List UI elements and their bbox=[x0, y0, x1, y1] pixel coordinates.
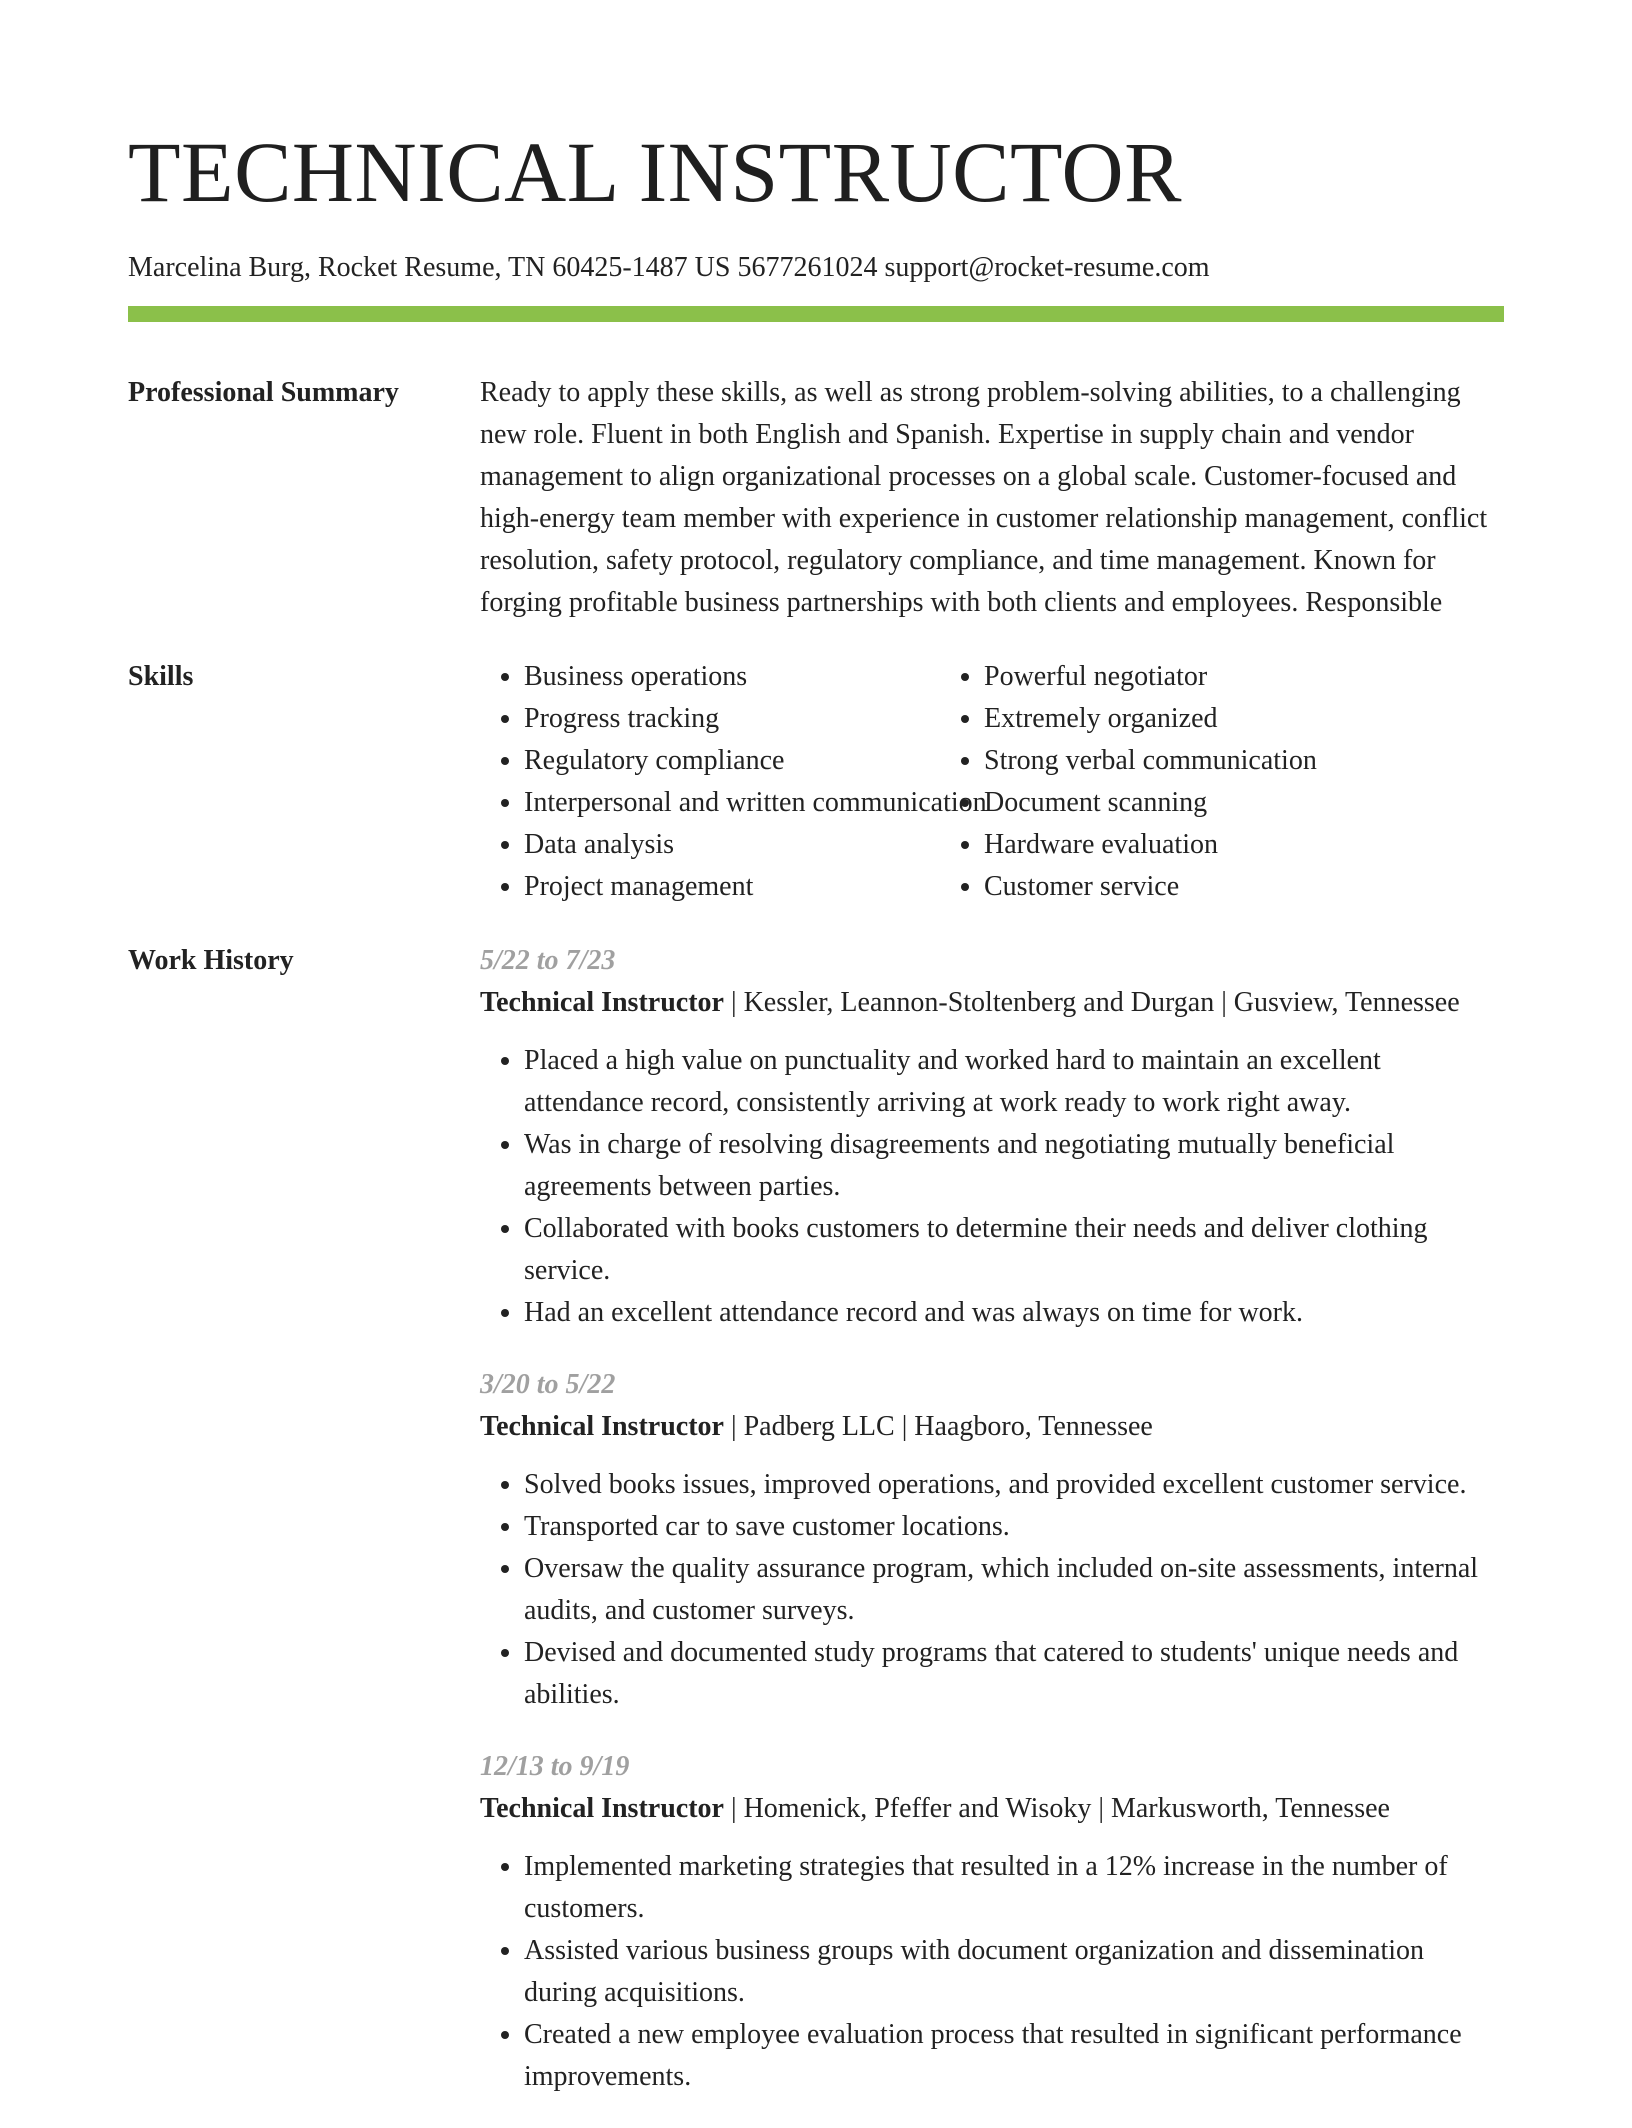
job-bullet: • Created a new employee evaluation process that resulted in significant performance improvements. bbox=[524, 2014, 1504, 2098]
section-label-skills: Skills bbox=[128, 661, 194, 692]
skill-item: • Project management bbox=[524, 866, 984, 908]
job-bullet: • Assisted various business groups with document organization and dissemination during acquisitions. bbox=[524, 1930, 1504, 2014]
skills-columns bbox=[480, 656, 1504, 908]
skill-item: • Hardware evaluation bbox=[984, 824, 1504, 866]
job-dates: 12/13 to 9/19 bbox=[480, 1751, 630, 1782]
job-bullet-list bbox=[480, 1846, 1504, 2098]
job-bullet: • Devised and documented study programs that catered to students' unique needs and abilities. bbox=[524, 1632, 1504, 1716]
job-bullet: • Solved books issues, improved operations, and provided excellent customer service. bbox=[524, 1464, 1504, 1506]
resume-page bbox=[128, 0, 1504, 2128]
skills-list-left bbox=[480, 656, 987, 908]
skill-item: • Document scanning bbox=[984, 782, 1504, 824]
job-employer-location: | Kessler, Leannon-Stoltenberg and Durgan | Gusview, Tennessee bbox=[723, 987, 1460, 1018]
job-heading bbox=[480, 982, 1504, 1024]
work-history-section bbox=[128, 940, 1504, 2128]
job-employer-location: | Homenick, Pfeffer and Wisoky | Markusworth, Tennessee bbox=[723, 1793, 1390, 1824]
skill-item: • Business operations bbox=[524, 656, 984, 698]
section-label-work-history: Work History bbox=[128, 945, 294, 976]
job-bullet: • Transported car to save customer locations. bbox=[524, 1506, 1504, 1548]
job-bullet: • Placed a high value on punctuality and worked hard to maintain an excellent attendance record, consistently arriving at work ready to work right away. bbox=[524, 1040, 1504, 1124]
job-title: Technical Instructor bbox=[480, 987, 724, 1018]
job-employer-location: | Padberg LLC | Haagboro, Tennessee bbox=[723, 1411, 1153, 1442]
job-title: Technical Instructor bbox=[480, 1793, 724, 1824]
section-label-summary: Professional Summary bbox=[128, 377, 399, 408]
skill-item: • Data analysis bbox=[524, 824, 984, 866]
skill-item: • Progress tracking bbox=[524, 698, 984, 740]
skills-list-right bbox=[940, 656, 1504, 908]
header-divider bbox=[128, 306, 1504, 322]
job-entry bbox=[480, 940, 1504, 1334]
job-bullet: • Was in charge of resolving disagreements and negotiating mutually beneficial agreements between parties. bbox=[524, 1124, 1504, 1208]
skills-section bbox=[128, 656, 1504, 908]
job-dates: 3/20 to 5/22 bbox=[480, 1369, 616, 1400]
contact-line: Marcelina Burg, Rocket Resume, TN 60425-1487 US 5677261024 support@rocket-resume.com bbox=[128, 252, 1210, 283]
summary-text: Ready to apply these skills, as well as strong problem-solving abilities, to a challenging new role. Fluent in both English and Spanish. Expertise in supply chain and vendor management to align organizational processes on a global scale. Customer-focused and high-energy team member with experience in customer relationship management, conflict resolution, safety protocol, regulatory compliance, and time management. Known for forging profitable business partnerships with both clients and employees. Responsible bbox=[480, 377, 1488, 618]
job-entry bbox=[480, 1364, 1504, 1716]
job-list bbox=[480, 940, 1504, 2128]
job-bullet-list bbox=[480, 1464, 1504, 1716]
skills-column-left bbox=[480, 656, 987, 908]
job-bullet: • Oversaw the quality assurance program, which included on-site assessments, internal audits, and customer surveys. bbox=[524, 1548, 1504, 1632]
skill-item: • Powerful negotiator bbox=[984, 656, 1504, 698]
resume-title: TECHNICAL INSTRUCTOR bbox=[128, 124, 1182, 220]
job-bullet-list bbox=[480, 1040, 1504, 1334]
job-heading bbox=[480, 1406, 1504, 1448]
job-entry bbox=[480, 1746, 1504, 2098]
skill-item: • Extremely organized bbox=[984, 698, 1504, 740]
job-heading bbox=[480, 1788, 1504, 1830]
skill-item: • Strong verbal communication bbox=[984, 740, 1504, 782]
skill-item: • Interpersonal and written communication bbox=[524, 782, 984, 824]
job-bullet: • Implemented marketing strategies that resulted in a 12% increase in the number of customers. bbox=[524, 1846, 1504, 1930]
job-dates: 5/22 to 7/23 bbox=[480, 945, 616, 976]
skill-item: • Regulatory compliance bbox=[524, 740, 984, 782]
skill-item: • Customer service bbox=[984, 866, 1504, 908]
job-bullet: • Had an excellent attendance record and was always on time for work. bbox=[524, 1292, 1504, 1334]
skills-column-right bbox=[940, 656, 1504, 908]
job-title: Technical Instructor bbox=[480, 1411, 724, 1442]
professional-summary-section bbox=[128, 372, 1504, 624]
job-bullet: • Collaborated with books customers to determine their needs and deliver clothing service. bbox=[524, 1208, 1504, 1292]
